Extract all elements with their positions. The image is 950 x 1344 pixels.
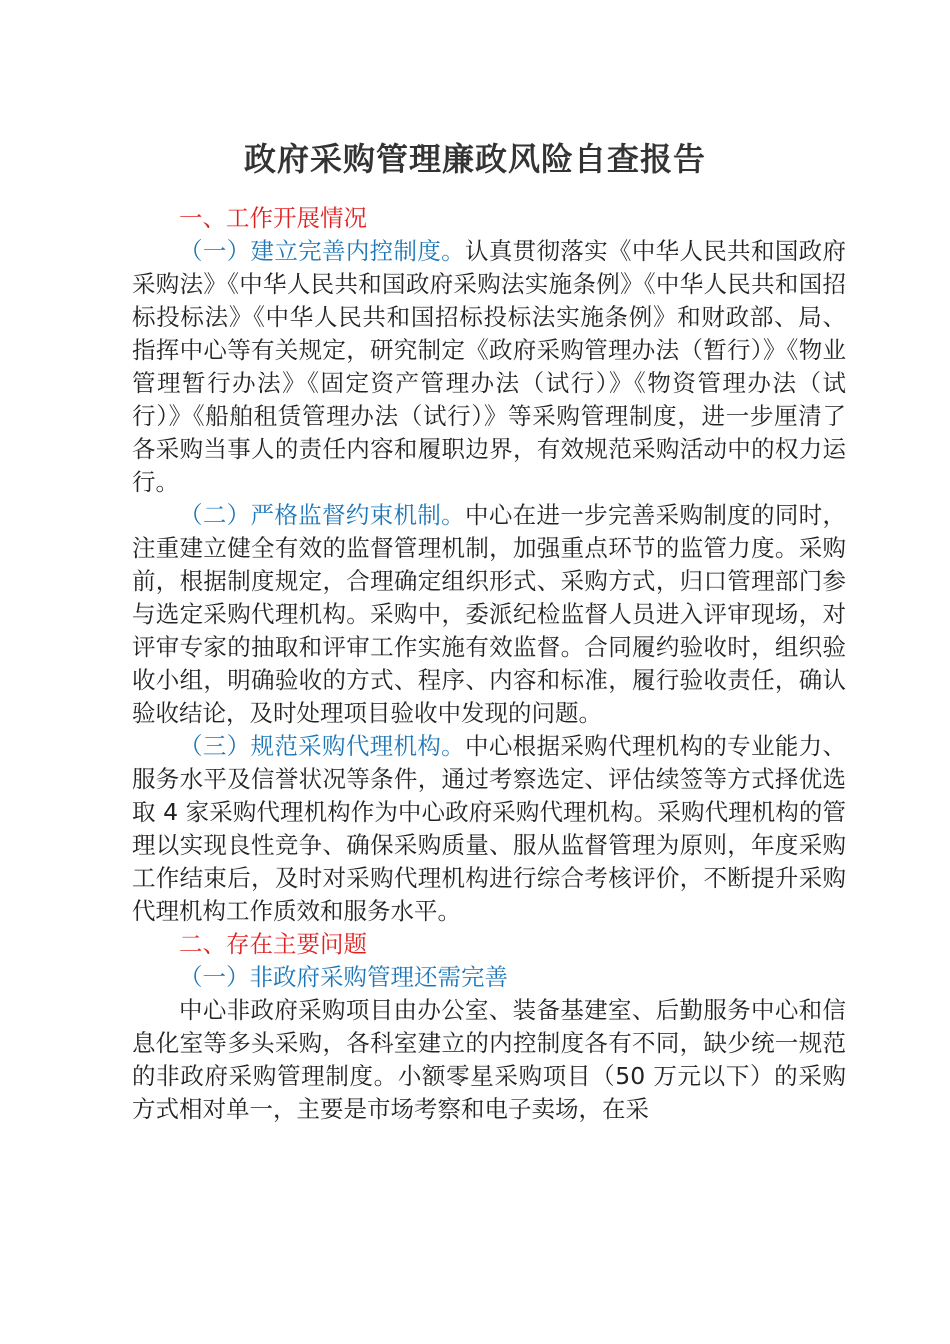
document-body — [132, 202, 846, 1126]
paragraph-text: 中心在进一步完善采购制度的同时，注重建立健全有效的监督管理机制，加强重点环节的监管力度。采购前，根据制度规定，合理确定组织形式、采购方式，归口管理部门参与选定采购代理机构。采购中，委派纪检监督人员进入评审现场，对评审专家的抽取和评审工作实施有效监督。合同履约验收时，组织验收小组，明确验收的方式、程序、内容和标准，履行验收责任，确认验收结论，及时处理项目验收中发现的问题。 — [132, 501, 846, 727]
subsection-heading: （二）严格监督约束机制。 — [179, 501, 465, 529]
section-heading: 一、工作开展情况 — [179, 204, 367, 232]
section-heading: 二、存在主要问题 — [179, 930, 367, 958]
paragraph-text: 中心非政府采购项目由办公室、装备基建室、后勤服务中心和信息化室等多头采购，各科室建立的内控制度各有不同，缺少统一规范的非政府采购管理制度。小额零星采购项目（50 万元以下）的采购方式相对单一，主要是市场考察和电子卖场，在采 — [132, 996, 846, 1123]
paragraph — [132, 730, 846, 928]
paragraph-text: 中心根据采购代理机构的专业能力、服务水平及信誉状况等条件，通过考察选定、评估续签等方式择优选取 4 家采购代理机构作为中心政府采购代理机构。采购代理机构的管理以实现良性竞争、确保采购质量、服从监督管理为原则，年度采购工作结束后，及时对采购代理机构进行综合考核评价，不断提升采购代理机构工作质效和服务水平。 — [132, 732, 846, 925]
document-title: 政府采购管理廉政风险自查报告 — [243, 140, 706, 178]
subsection-heading: （一）建立完善内控制度。 — [179, 237, 465, 265]
paragraph — [132, 235, 846, 499]
paragraph — [132, 499, 846, 730]
subsection-heading: （一）非政府采购管理还需完善 — [179, 963, 508, 991]
paragraph-text: 认真贯彻落实《中华人民共和国政府采购法》《中华人民共和国政府采购法实施条例》《中华人民共和国招标投标法》《中华人民共和国招标投标法实施条例》和财政部、局、指挥中心等有关规定，研究制定《政府采购管理办法（暂行）》《物业管理暂行办法》《固定资产管理办法（试行）》《物资管理办法（试行）》《船舶租赁管理办法（试行）》等采购管理制度，进一步厘清了各采购当事人的责任内容和履职边界，有效规范采购活动中的权力运行。 — [132, 237, 846, 496]
subsection-heading: （三）规范采购代理机构。 — [179, 732, 465, 760]
